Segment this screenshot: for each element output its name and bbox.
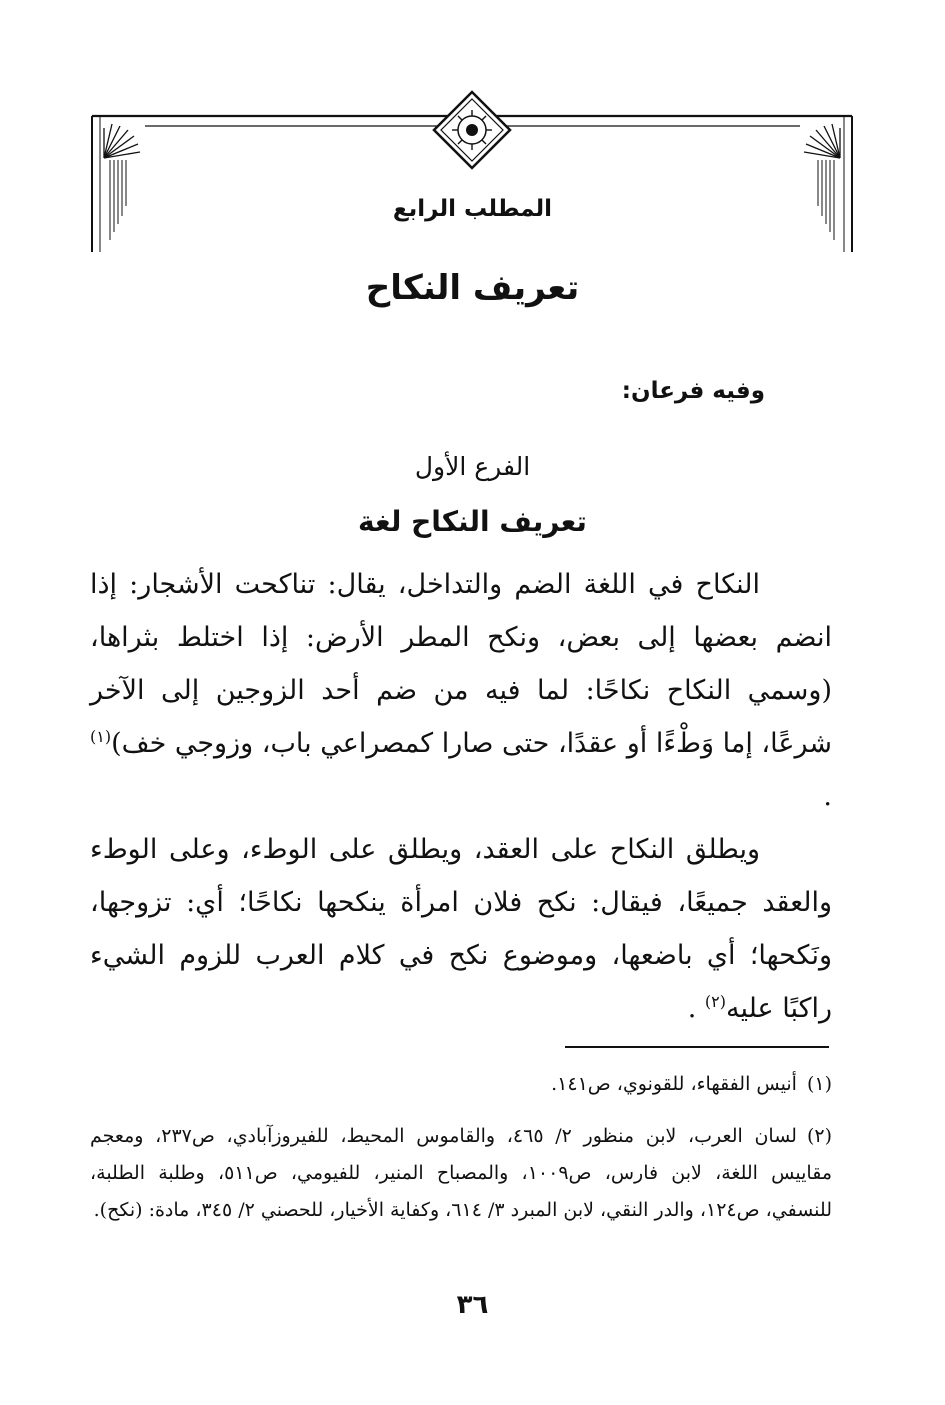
footnote-text: لسان العرب، لابن منظور ٢/ ٤٦٥، والقاموس المحيط، للفيروزآبادي، ص٢٣٧، ومعجم مقاييس اللغة، لابن فارس، ص١٠٠٩، والمصباح المنير، للفيومي، ص٥١١، وطلبة الطلبة، للنسفي، ص١٢٤، والدر النقي، لابن المبرد ٣/ ٦١٤، وكفاية الأخيار، للحصني ٢/ ٣٤٥، مادة: (نكح). (90, 1125, 832, 1221)
page-number: ٣٦ (456, 1290, 489, 1320)
ornamental-header-frame (0, 0, 945, 300)
section-label: المطلب الرابع (392, 196, 553, 222)
footnote-separator (565, 1046, 829, 1048)
footnote (90, 1118, 832, 1229)
body-paragraph (90, 823, 832, 1035)
footnote-number: (٢) (806, 1125, 832, 1147)
footnote-text: أنيس الفقهاء، للقونوي، ص١٤١. (551, 1073, 797, 1095)
footnote-number: (١) (806, 1073, 832, 1095)
branch-heading: الفرع الأول (414, 452, 531, 481)
intro-line: وفيه فرعان: (621, 378, 765, 404)
paragraph-text: النكاح في اللغة الضم والتداخل، يقال: تناكحت الأشجار: إذا انضم بعضها إلى بعض، ونكح المطر الأرض: إذا اختلط بثراها، (وسمي النكاح نكاحًا: لما فيه من ضم أحد الزوجين إلى الآخر شرعًا، إما وَطْءًا أو عقدًا، حتى صارا كمصراعي باب، وزوجي خف) (90, 569, 832, 759)
right-corner-ornament (804, 116, 852, 252)
branch-title: تعريف النكاح لغة (358, 505, 587, 538)
footnote-ref: (١) (90, 727, 112, 746)
paragraph-text: ويطلق النكاح على العقد، ويطلق على الوطء، وعلى الوطء والعقد جميعًا، فيقال: نكح فلان امرأة ينكحها نكاحًا؛ أي: تزوجها، ونَكحها؛ أي باضعها، وموضوع نكح في كلام العرب للزوم الشيء راكبًا عليه (90, 834, 832, 1024)
left-corner-ornament (92, 116, 140, 252)
paragraph-end: . (823, 781, 832, 812)
body-paragraph (90, 558, 832, 823)
section-title: تعريف النكاح (365, 268, 580, 308)
footnote (90, 1066, 832, 1103)
footnote-ref: (٢) (704, 992, 726, 1011)
sun-medallion-ornament (434, 92, 510, 168)
paragraph-end: . (687, 993, 697, 1024)
